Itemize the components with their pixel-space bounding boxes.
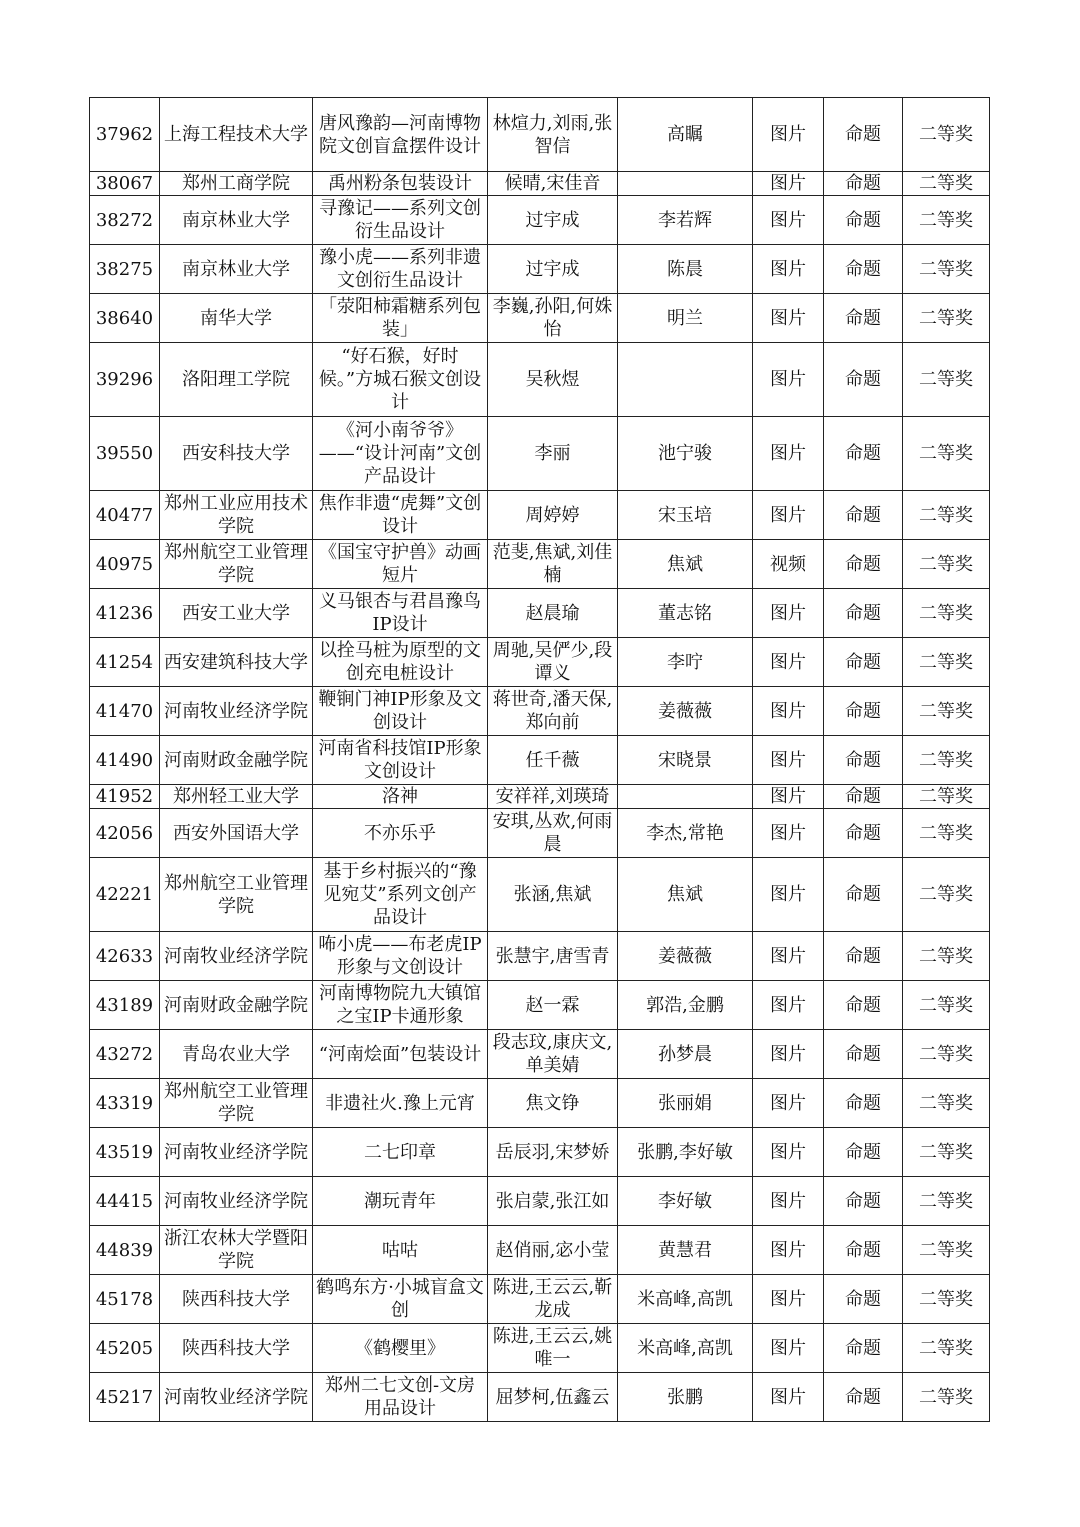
advisor: 黄慧君	[618, 1226, 753, 1275]
work-type: 图片	[753, 196, 824, 245]
entry-id: 41470	[90, 687, 160, 736]
work-type: 图片	[753, 343, 824, 417]
work-title: 二七印章	[313, 1128, 488, 1177]
award: 二等奖	[903, 858, 990, 932]
authors: 张启蒙,张江如	[488, 1177, 618, 1226]
work-title: 咘小虎——布老虎IP形象与文创设计	[313, 932, 488, 981]
school: 郑州航空工业管理学院	[160, 858, 313, 932]
category: 命题	[824, 981, 903, 1030]
advisor: 董志铭	[618, 589, 753, 638]
authors: 李丽	[488, 417, 618, 491]
authors: 蒋世奇,潘天保,郑向前	[488, 687, 618, 736]
school: 河南牧业经济学院	[160, 1373, 313, 1422]
work-title: 河南博物院九大镇馆之宝IP卡通形象	[313, 981, 488, 1030]
work-type: 图片	[753, 981, 824, 1030]
table-row	[90, 1226, 990, 1275]
table-row	[90, 98, 990, 172]
work-type: 图片	[753, 417, 824, 491]
entry-id: 41952	[90, 785, 160, 809]
advisor: 张鹏	[618, 1373, 753, 1422]
entry-id: 42633	[90, 932, 160, 981]
table-row	[90, 809, 990, 858]
authors: 过宇成	[488, 245, 618, 294]
authors: 安琪,丛欢,何雨晨	[488, 809, 618, 858]
work-title: 鞭锏门神IP形象及文创设计	[313, 687, 488, 736]
category: 命题	[824, 245, 903, 294]
table-row	[90, 343, 990, 417]
advisor: 张鹏,李好敏	[618, 1128, 753, 1177]
entry-id: 38272	[90, 196, 160, 245]
work-title: 「荥阳柿霜糖系列包装」	[313, 294, 488, 343]
award: 二等奖	[903, 1324, 990, 1373]
category: 命题	[824, 1079, 903, 1128]
category: 命题	[824, 172, 903, 196]
school: 郑州工业应用技术学院	[160, 491, 313, 540]
category: 命题	[824, 858, 903, 932]
work-type: 图片	[753, 245, 824, 294]
table-row	[90, 638, 990, 687]
authors: 张慧宇,唐雪青	[488, 932, 618, 981]
entry-id: 43189	[90, 981, 160, 1030]
entry-id: 40477	[90, 491, 160, 540]
school: 河南牧业经济学院	[160, 687, 313, 736]
work-type: 图片	[753, 858, 824, 932]
table-row	[90, 981, 990, 1030]
authors: 李巍,孙阳,何姝怡	[488, 294, 618, 343]
work-type: 图片	[753, 1030, 824, 1079]
advisor: 姜薇薇	[618, 932, 753, 981]
entry-id: 45178	[90, 1275, 160, 1324]
category: 命题	[824, 1128, 903, 1177]
authors: 段志玟,康庆文,单美婧	[488, 1030, 618, 1079]
table-row	[90, 172, 990, 196]
work-type: 图片	[753, 1324, 824, 1373]
work-type: 图片	[753, 1128, 824, 1177]
entry-id: 41490	[90, 736, 160, 785]
award: 二等奖	[903, 172, 990, 196]
school: 郑州工商学院	[160, 172, 313, 196]
work-title: 以拴马桩为原型的文创充电桩设计	[313, 638, 488, 687]
advisor: 米高峰,高凯	[618, 1324, 753, 1373]
table-row	[90, 491, 990, 540]
entry-id: 39550	[90, 417, 160, 491]
school: 郑州轻工业大学	[160, 785, 313, 809]
awards-table	[89, 97, 990, 1422]
work-title: 不亦乐乎	[313, 809, 488, 858]
category: 命题	[824, 687, 903, 736]
entry-id: 42221	[90, 858, 160, 932]
entry-id: 41254	[90, 638, 160, 687]
category: 命题	[824, 540, 903, 589]
work-title: 河南省科技馆IP形象文创设计	[313, 736, 488, 785]
advisor: 焦斌	[618, 540, 753, 589]
entry-id: 42056	[90, 809, 160, 858]
work-title: 基于乡村振兴的“豫见宛艾”系列文创产品设计	[313, 858, 488, 932]
work-type: 图片	[753, 172, 824, 196]
authors: 周婷婷	[488, 491, 618, 540]
work-title: 非遗社火.豫上元宵	[313, 1079, 488, 1128]
entry-id: 38640	[90, 294, 160, 343]
work-type: 视频	[753, 540, 824, 589]
school: 西安工业大学	[160, 589, 313, 638]
advisor: 姜薇薇	[618, 687, 753, 736]
entry-id: 43519	[90, 1128, 160, 1177]
category: 命题	[824, 1324, 903, 1373]
award: 二等奖	[903, 736, 990, 785]
school: 西安科技大学	[160, 417, 313, 491]
advisor: 池宁骏	[618, 417, 753, 491]
table-row	[90, 858, 990, 932]
work-type: 图片	[753, 736, 824, 785]
table-row	[90, 1177, 990, 1226]
work-title: 唐风豫韵—河南博物院文创盲盒摆件设计	[313, 98, 488, 172]
authors: 候晴,宋佳音	[488, 172, 618, 196]
table-row	[90, 1373, 990, 1422]
school: 河南牧业经济学院	[160, 932, 313, 981]
award: 二等奖	[903, 540, 990, 589]
work-title: “好石猴，好时候。”方城石猴文创设计	[313, 343, 488, 417]
category: 命题	[824, 1275, 903, 1324]
table-row	[90, 196, 990, 245]
authors: 范斐,焦斌,刘佳楠	[488, 540, 618, 589]
work-type: 图片	[753, 1275, 824, 1324]
entry-id: 45217	[90, 1373, 160, 1422]
entry-id: 43319	[90, 1079, 160, 1128]
award: 二等奖	[903, 1128, 990, 1177]
category: 命题	[824, 932, 903, 981]
work-type: 图片	[753, 491, 824, 540]
school: 河南财政金融学院	[160, 736, 313, 785]
advisor: 宋玉培	[618, 491, 753, 540]
work-type: 图片	[753, 1177, 824, 1226]
advisor: 焦斌	[618, 858, 753, 932]
work-type: 图片	[753, 687, 824, 736]
work-type: 图片	[753, 785, 824, 809]
table-row	[90, 1128, 990, 1177]
authors: 岳辰羽,宋梦娇	[488, 1128, 618, 1177]
authors: 赵一霖	[488, 981, 618, 1030]
work-title: 《河小南爷爷》——“设计河南”文创产品设计	[313, 417, 488, 491]
award: 二等奖	[903, 196, 990, 245]
category: 命题	[824, 736, 903, 785]
work-type: 图片	[753, 809, 824, 858]
category: 命题	[824, 785, 903, 809]
advisor: 李咛	[618, 638, 753, 687]
authors: 赵晨瑜	[488, 589, 618, 638]
entry-id: 43272	[90, 1030, 160, 1079]
school: 南京林业大学	[160, 245, 313, 294]
award: 二等奖	[903, 785, 990, 809]
entry-id: 38067	[90, 172, 160, 196]
work-type: 图片	[753, 589, 824, 638]
school: 洛阳理工学院	[160, 343, 313, 417]
school: 南京林业大学	[160, 196, 313, 245]
award: 二等奖	[903, 1079, 990, 1128]
school: 郑州航空工业管理学院	[160, 540, 313, 589]
award: 二等奖	[903, 638, 990, 687]
table-row	[90, 589, 990, 638]
category: 命题	[824, 1177, 903, 1226]
school: 陕西科技大学	[160, 1324, 313, 1373]
table-row	[90, 1275, 990, 1324]
category: 命题	[824, 638, 903, 687]
award: 二等奖	[903, 417, 990, 491]
table-row	[90, 417, 990, 491]
school: 浙江农林大学暨阳学院	[160, 1226, 313, 1275]
award: 二等奖	[903, 1275, 990, 1324]
work-title: 潮玩青年	[313, 1177, 488, 1226]
work-type: 图片	[753, 294, 824, 343]
table-row	[90, 1079, 990, 1128]
authors: 林煊力,刘雨,张智信	[488, 98, 618, 172]
entry-id: 41236	[90, 589, 160, 638]
category: 命题	[824, 294, 903, 343]
award: 二等奖	[903, 491, 990, 540]
table-row	[90, 1030, 990, 1079]
category: 命题	[824, 491, 903, 540]
category: 命题	[824, 196, 903, 245]
entry-id: 40975	[90, 540, 160, 589]
advisor: 李若辉	[618, 196, 753, 245]
entry-id: 37962	[90, 98, 160, 172]
advisor	[618, 172, 753, 196]
entry-id: 44839	[90, 1226, 160, 1275]
advisor: 宋晓景	[618, 736, 753, 785]
work-title: 洛神	[313, 785, 488, 809]
authors: 陈进,王云云,靳龙成	[488, 1275, 618, 1324]
award: 二等奖	[903, 981, 990, 1030]
award: 二等奖	[903, 1226, 990, 1275]
award: 二等奖	[903, 932, 990, 981]
entry-id: 45205	[90, 1324, 160, 1373]
award: 二等奖	[903, 98, 990, 172]
table-row	[90, 540, 990, 589]
award: 二等奖	[903, 294, 990, 343]
work-title: 豫小虎——系列非遗文创衍生品设计	[313, 245, 488, 294]
award: 二等奖	[903, 1373, 990, 1422]
work-title: 《国宝守护兽》动画短片	[313, 540, 488, 589]
authors: 过宇成	[488, 196, 618, 245]
advisor: 郭浩,金鹏	[618, 981, 753, 1030]
table-row	[90, 1324, 990, 1373]
category: 命题	[824, 809, 903, 858]
work-title: “河南烩面”包装设计	[313, 1030, 488, 1079]
school: 南华大学	[160, 294, 313, 343]
award: 二等奖	[903, 589, 990, 638]
school: 青岛农业大学	[160, 1030, 313, 1079]
authors: 任千薇	[488, 736, 618, 785]
advisor: 陈晨	[618, 245, 753, 294]
school: 河南牧业经济学院	[160, 1177, 313, 1226]
table-row	[90, 932, 990, 981]
work-title: 咕咕	[313, 1226, 488, 1275]
authors: 周驰,吴俨少,段谭义	[488, 638, 618, 687]
award: 二等奖	[903, 687, 990, 736]
authors: 吴秋煜	[488, 343, 618, 417]
table-row	[90, 736, 990, 785]
category: 命题	[824, 417, 903, 491]
table-row	[90, 245, 990, 294]
advisor: 米高峰,高凯	[618, 1275, 753, 1324]
work-type: 图片	[753, 932, 824, 981]
school: 郑州航空工业管理学院	[160, 1079, 313, 1128]
category: 命题	[824, 1226, 903, 1275]
category: 命题	[824, 1373, 903, 1422]
work-title: 郑州二七文创-文房用品设计	[313, 1373, 488, 1422]
school: 河南牧业经济学院	[160, 1128, 313, 1177]
school: 西安建筑科技大学	[160, 638, 313, 687]
category: 命题	[824, 98, 903, 172]
table-row	[90, 687, 990, 736]
entry-id: 38275	[90, 245, 160, 294]
work-title: 焦作非遗“虎舞”文创设计	[313, 491, 488, 540]
work-type: 图片	[753, 1079, 824, 1128]
authors: 张涵,焦斌	[488, 858, 618, 932]
authors: 陈进,王云云,姚唯一	[488, 1324, 618, 1373]
award: 二等奖	[903, 1030, 990, 1079]
award: 二等奖	[903, 245, 990, 294]
authors: 焦文铮	[488, 1079, 618, 1128]
school: 西安外国语大学	[160, 809, 313, 858]
award: 二等奖	[903, 343, 990, 417]
advisor: 孙梦晨	[618, 1030, 753, 1079]
work-type: 图片	[753, 1373, 824, 1422]
entry-id: 44415	[90, 1177, 160, 1226]
school: 河南财政金融学院	[160, 981, 313, 1030]
advisor: 李杰,常艳	[618, 809, 753, 858]
school: 陕西科技大学	[160, 1275, 313, 1324]
table-row	[90, 785, 990, 809]
work-title: 义马银杏与君昌豫鸟IP设计	[313, 589, 488, 638]
award: 二等奖	[903, 809, 990, 858]
advisor: 李好敏	[618, 1177, 753, 1226]
authors: 安祥祥,刘瑛琦	[488, 785, 618, 809]
advisor: 明兰	[618, 294, 753, 343]
entry-id: 39296	[90, 343, 160, 417]
authors: 屈梦柯,伍鑫云	[488, 1373, 618, 1422]
work-type: 图片	[753, 638, 824, 687]
school: 上海工程技术大学	[160, 98, 313, 172]
advisor	[618, 343, 753, 417]
category: 命题	[824, 1030, 903, 1079]
award: 二等奖	[903, 1177, 990, 1226]
table-row	[90, 294, 990, 343]
advisor	[618, 785, 753, 809]
category: 命题	[824, 589, 903, 638]
category: 命题	[824, 343, 903, 417]
work-title: 禹州粉条包装设计	[313, 172, 488, 196]
authors: 赵俏丽,宓小莹	[488, 1226, 618, 1275]
advisor: 高瞩	[618, 98, 753, 172]
work-title: 《鹤樱里》	[313, 1324, 488, 1373]
work-type: 图片	[753, 1226, 824, 1275]
advisor: 张丽娟	[618, 1079, 753, 1128]
work-type: 图片	[753, 98, 824, 172]
work-title: 鹤鸣东方·小城盲盒文创	[313, 1275, 488, 1324]
work-title: 寻豫记——系列文创衍生品设计	[313, 196, 488, 245]
